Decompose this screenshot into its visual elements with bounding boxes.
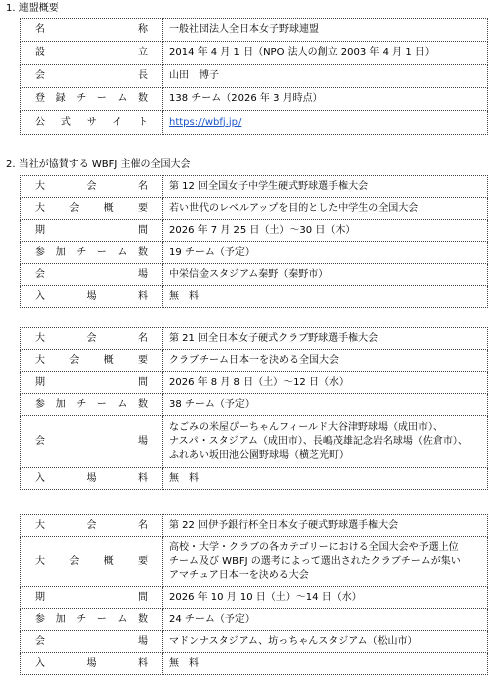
table-row	[21, 515, 488, 537]
row-value-president: 山田 博子	[163, 65, 488, 88]
row-value	[163, 537, 488, 587]
tournament-table-1	[20, 175, 488, 308]
tournament-table-3	[20, 514, 488, 675]
row-label: 大 会 名	[21, 328, 163, 350]
table-row	[21, 198, 488, 220]
row-label: 大会概要	[21, 198, 163, 220]
table-row	[21, 631, 488, 653]
row-value: 2026 年 10 月 10 日（土）～14 日（水）	[163, 587, 488, 609]
table-row	[21, 653, 488, 675]
row-value: 第 22 回伊予銀行杯全日本女子硬式野球選手権大会	[163, 515, 488, 537]
tournament-table-2	[20, 327, 488, 490]
table-row	[21, 176, 488, 198]
row-label: 参加チーム数	[21, 609, 163, 631]
table-row	[21, 416, 488, 468]
row-label: 期 間	[21, 220, 163, 242]
row-value: 2026 年 7 月 25 日（土）～30 日（木）	[163, 220, 488, 242]
table-row	[21, 468, 488, 490]
row-value: 2026 年 8 月 8 日（土）～12 日（水）	[163, 372, 488, 394]
row-value: クラブチーム日本一を決める全国大会	[163, 350, 488, 372]
row-value: 19 チーム（予定）	[163, 242, 488, 264]
summary-line: 高校・大学・クラブの各カテゴリーにおける全国大会や予選上位	[169, 541, 459, 553]
table-row	[21, 587, 488, 609]
row-label: 大会概要	[21, 350, 163, 372]
row-value-name: 一般社団法人全日本女子野球連盟	[163, 19, 488, 42]
row-label-registered-teams: 登録チーム数	[21, 88, 163, 111]
table-row	[21, 537, 488, 587]
row-value: 第 12 回全国女子中学生硬式野球選手権大会	[163, 176, 488, 198]
row-value-registered-teams: 138 チーム（2026 年 3 月時点）	[163, 88, 488, 111]
section2-heading: 2. 当社が協賛する WBFJ 主催の全国大会	[6, 159, 191, 170]
table-row	[21, 220, 488, 242]
table-row	[21, 328, 488, 350]
table-row	[21, 242, 488, 264]
row-value: 無 料	[163, 286, 488, 308]
row-label: 入 場 料	[21, 468, 163, 490]
table-row	[21, 42, 488, 65]
row-label: 参加チーム数	[21, 394, 163, 416]
table-row	[21, 394, 488, 416]
venue-line: ナスパ・スタジアム（成田市）、長嶋茂雄記念岩名球場（佐倉市）、	[169, 435, 468, 447]
row-value: 若い世代のレベルアップを目的とした中学生の全国大会	[163, 198, 488, 220]
row-value-established: 2014 年 4 月 1 日（NPO 法人の創立 2003 年 4 月 1 日）	[163, 42, 488, 65]
official-site-link[interactable]: https://wbfj.jp/	[169, 116, 242, 128]
row-value	[163, 416, 488, 468]
venue-line: ふれあい坂田池公園野球場（横芝光町）	[169, 449, 349, 461]
row-label: 入 場 料	[21, 286, 163, 308]
row-label-name: 名 称	[21, 19, 163, 42]
row-value: マドンナスタジアム、坊っちゃんスタジアム（松山市）	[163, 631, 488, 653]
row-label-official-site: 公式サイト	[21, 111, 163, 135]
row-value: 無 料	[163, 468, 488, 490]
table-row	[21, 609, 488, 631]
row-label: 期 間	[21, 372, 163, 394]
section1-heading: 1. 連盟概要	[6, 3, 59, 14]
row-value: 38 チーム（予定）	[163, 394, 488, 416]
row-label: 会 場	[21, 631, 163, 653]
summary-line: アマチュア日本一を決める大会	[169, 569, 309, 581]
row-label-president: 会 長	[21, 65, 163, 88]
venue-line: なごみの米屋ぴーちゃんフィールド大谷津野球場（成田市）、	[169, 421, 443, 433]
row-value: 中栄信金スタジアム秦野（秦野市）	[163, 264, 488, 286]
table-row	[21, 88, 488, 111]
row-value-official-site	[163, 111, 488, 135]
summary-line: チーム及び WBFJ の選考によって選出されたクラブチームが集い	[169, 555, 461, 567]
row-label: 参加チーム数	[21, 242, 163, 264]
row-value: 24 チーム（予定）	[163, 609, 488, 631]
row-label: 大 会 名	[21, 176, 163, 198]
table-row	[21, 350, 488, 372]
federation-overview-table	[20, 18, 488, 135]
row-label: 入 場 料	[21, 653, 163, 675]
table-row	[21, 19, 488, 42]
row-label: 期 間	[21, 587, 163, 609]
table-row	[21, 111, 488, 135]
row-label-established: 設 立	[21, 42, 163, 65]
table-row	[21, 264, 488, 286]
table-row	[21, 65, 488, 88]
row-label: 大会概要	[21, 537, 163, 587]
row-label: 大 会 名	[21, 515, 163, 537]
row-label: 会 場	[21, 264, 163, 286]
row-label: 会 場	[21, 416, 163, 468]
table-row	[21, 372, 488, 394]
row-value: 第 21 回全日本女子硬式クラブ野球選手権大会	[163, 328, 488, 350]
table-row	[21, 286, 488, 308]
row-value: 無 料	[163, 653, 488, 675]
